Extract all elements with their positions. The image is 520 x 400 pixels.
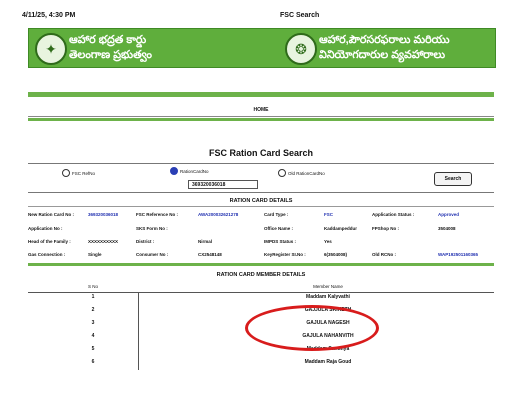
member-name: GAJULA NAGESH bbox=[306, 320, 350, 326]
divider-strip bbox=[28, 263, 494, 266]
banner-right-line2: వినియోగదారుల వ్యవహారాలు bbox=[319, 49, 446, 61]
radio-old-ration-card[interactable] bbox=[278, 169, 325, 177]
telangana-emblem-icon: ✦ bbox=[35, 33, 67, 65]
detail-value: WAP192501160365 bbox=[438, 252, 479, 257]
member-name: Maddam Kalyvathi bbox=[306, 294, 350, 300]
table-header bbox=[28, 284, 494, 293]
banner-left-line1: ఆహార భద్రత కార్డు bbox=[69, 34, 147, 46]
detail-value: AWA200032621278 bbox=[198, 212, 239, 217]
details-section-title: RATION CARD DETAILS bbox=[229, 198, 293, 204]
detail-value: CX2548148 bbox=[198, 252, 222, 257]
member-sno: 1 bbox=[91, 294, 95, 300]
table-row bbox=[28, 359, 494, 371]
detail-row bbox=[28, 224, 494, 236]
detail-label: Consumer No : bbox=[136, 252, 169, 257]
column-header-name: Member Name bbox=[313, 284, 343, 289]
search-panel bbox=[28, 163, 494, 193]
banner-left-line2: తెలంగాణ ప్రభుత్వం bbox=[69, 49, 152, 61]
radio-label: RationCardNo bbox=[180, 168, 209, 174]
detail-label: Application No : bbox=[28, 226, 63, 231]
detail-label: New Ration Card No : bbox=[28, 212, 75, 217]
detail-value: Nirmal bbox=[198, 239, 213, 244]
detail-label: SKS Form No : bbox=[136, 226, 168, 231]
member-sno: 6 bbox=[91, 359, 95, 365]
detail-label: Gas Connection : bbox=[28, 252, 66, 257]
detail-value: 369320036018 bbox=[88, 212, 119, 217]
datetime: 4/11/25, 4:30 PM bbox=[22, 12, 76, 19]
detail-label: Office Name : bbox=[264, 226, 294, 231]
detail-value: 6(3504008) bbox=[324, 252, 348, 257]
radio-fsc-ref[interactable] bbox=[62, 169, 95, 177]
search-title: FSC Ration Card Search bbox=[208, 148, 314, 158]
search-button[interactable]: Search bbox=[434, 172, 472, 186]
divider-strip bbox=[28, 92, 494, 97]
detail-label: District : bbox=[136, 239, 155, 244]
detail-label: KeyRegister SI.No : bbox=[264, 252, 306, 257]
home-link[interactable]: HOME bbox=[28, 104, 494, 117]
member-name: GAJJULA SRIKETH bbox=[304, 307, 352, 313]
header-banner bbox=[28, 28, 496, 68]
column-header-sno: S No bbox=[87, 284, 98, 289]
members-section-title: RATION CARD MEMBER DETAILS bbox=[216, 272, 306, 278]
department-logo-icon: ❂ bbox=[285, 33, 317, 65]
member-sno: 5 bbox=[91, 346, 95, 352]
column-divider bbox=[138, 292, 139, 370]
banner-right-line1: ఆహార,పౌరసరఫరాలు మరియు bbox=[319, 34, 450, 46]
detail-label: IMPDS Status : bbox=[264, 239, 297, 244]
detail-value: 3504008 bbox=[438, 226, 456, 231]
detail-value: Approved bbox=[438, 212, 460, 217]
member-sno: 3 bbox=[91, 320, 95, 326]
member-sno: 2 bbox=[91, 307, 95, 313]
detail-label: Old RCNo : bbox=[372, 252, 396, 257]
detail-label: Head of the Family : bbox=[28, 239, 71, 244]
divider-strip bbox=[28, 118, 494, 121]
page-title: FSC Search bbox=[280, 12, 320, 19]
detail-value: Single bbox=[88, 252, 102, 257]
radio-button[interactable] bbox=[62, 169, 70, 177]
member-name: Maddam Raja Goud bbox=[304, 359, 352, 365]
detail-row bbox=[28, 237, 494, 249]
radio-button[interactable] bbox=[278, 169, 286, 177]
highlight-oval bbox=[245, 305, 379, 351]
detail-label: Card Type : bbox=[264, 212, 289, 217]
detail-value: Kaddampeddur bbox=[324, 226, 358, 231]
member-sno: 4 bbox=[91, 333, 95, 339]
ration-card-input[interactable]: 369320036018 bbox=[188, 180, 258, 189]
radio-button-selected[interactable] bbox=[170, 167, 178, 175]
radio-label: FSC RefNo bbox=[72, 170, 96, 176]
detail-label: FPShop No : bbox=[372, 226, 399, 231]
detail-value: XXXXXXXXXX bbox=[88, 239, 119, 244]
detail-value: Yes bbox=[324, 239, 332, 244]
table-row bbox=[28, 294, 494, 306]
radio-ration-card[interactable] bbox=[170, 167, 209, 175]
divider bbox=[28, 206, 494, 207]
radio-label: Old RationCardNo bbox=[288, 170, 325, 176]
detail-label: FSC Reference No : bbox=[136, 212, 179, 217]
detail-value: FSC bbox=[324, 212, 333, 217]
detail-label: Application Status : bbox=[372, 212, 415, 217]
table-row bbox=[28, 346, 494, 358]
member-name: Maddam Sandhya bbox=[306, 346, 350, 352]
detail-row bbox=[28, 250, 494, 262]
member-name: GAJULA NAHANVITH bbox=[302, 333, 354, 339]
detail-row bbox=[28, 210, 494, 222]
